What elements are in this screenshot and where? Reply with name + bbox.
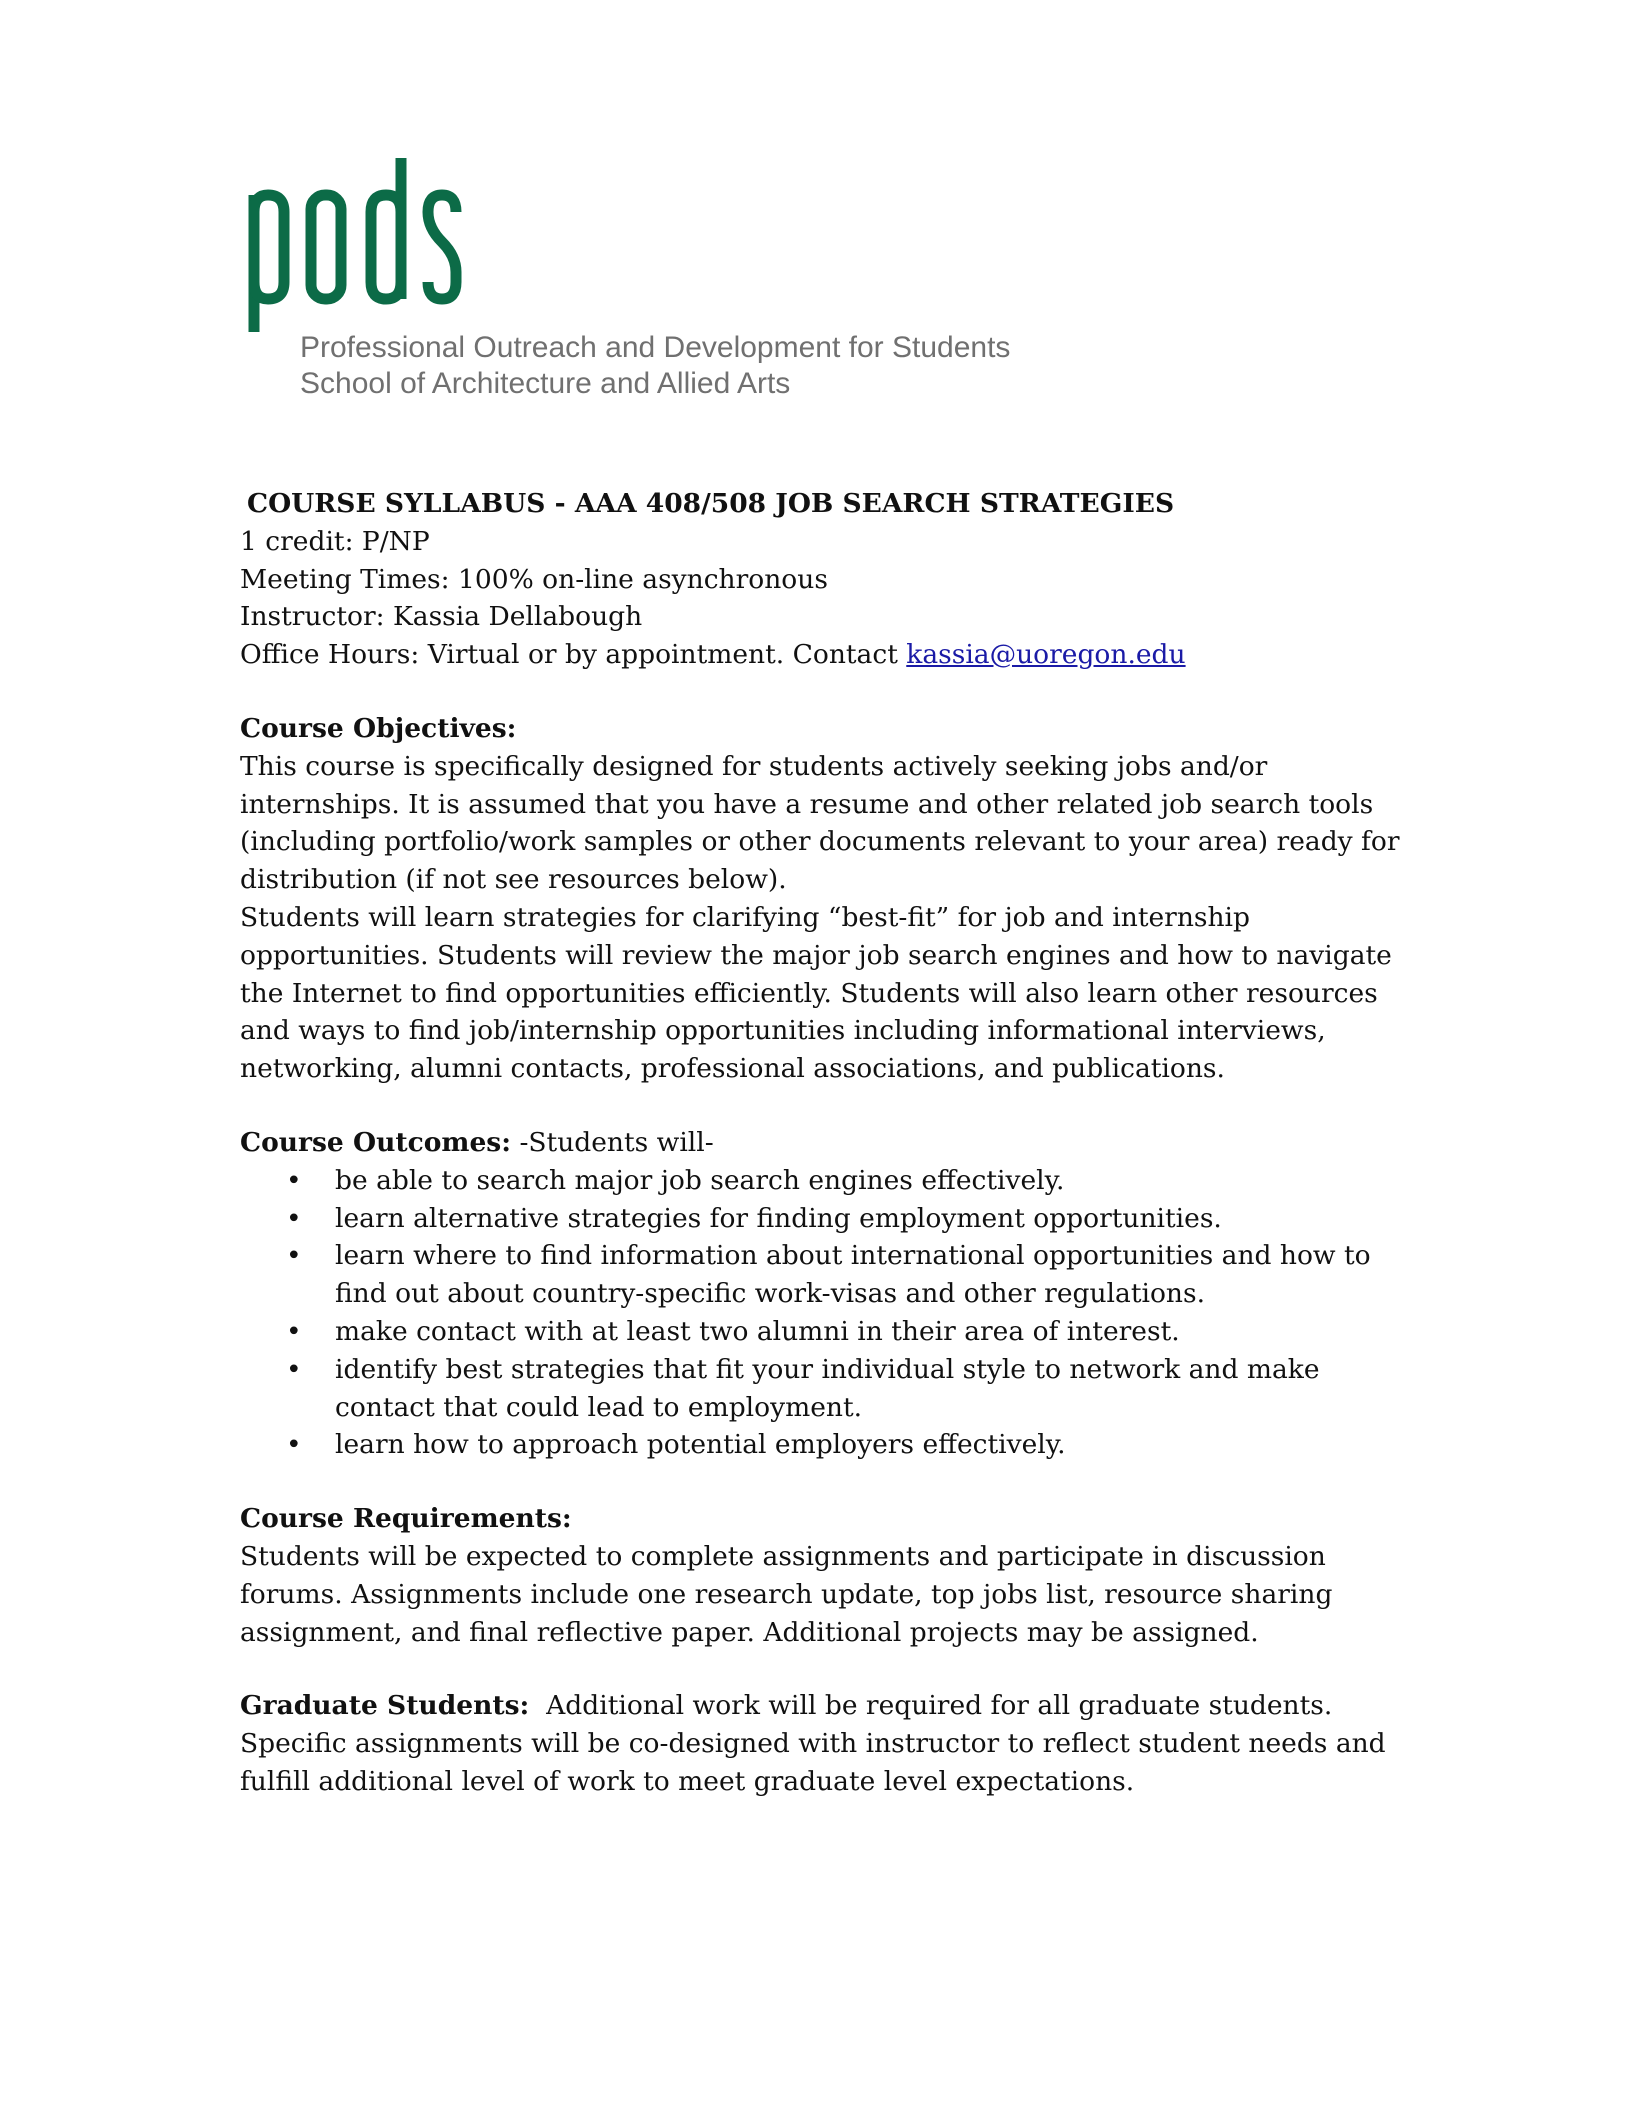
bullet-icon: • xyxy=(286,1315,302,1347)
outcomes-intro: -Students will- xyxy=(511,1126,714,1158)
list-item xyxy=(240,1237,1420,1313)
outcome-text: learn alternative strategies for finding employment opportunities. xyxy=(335,1202,1222,1234)
outcome-text: learn how to approach potential employers effectively. xyxy=(335,1429,1066,1461)
bullet-icon: • xyxy=(286,1164,302,1196)
instructor-line: Instructor: Kassia Dellabough xyxy=(240,601,643,633)
list-item xyxy=(240,1162,1420,1200)
list-item xyxy=(240,1426,1420,1464)
outcomes-section xyxy=(240,1124,1420,1464)
list-item xyxy=(240,1351,1420,1427)
instructor-email-link[interactable]: kassia@uoregon.edu xyxy=(906,639,1186,671)
outcome-text: learn where to find information about international opportunities and how to find out about country-specific work-visas and other regulations. xyxy=(335,1240,1371,1310)
outcome-text: identify best strategies that fit your individual style to network and make contact that could lead to employment. xyxy=(335,1353,1320,1423)
organization-name xyxy=(300,330,1010,402)
outcomes-list xyxy=(240,1162,1420,1464)
org-line-2: School of Architecture and Allied Arts xyxy=(300,367,791,400)
graduate-heading: Graduate Students: xyxy=(240,1690,530,1722)
meeting-times-line: Meeting Times: 100% on-line asynchronous xyxy=(240,563,828,595)
org-line-1: Professional Outreach and Development for Students xyxy=(300,331,1011,364)
office-hours-text: Office Hours: Virtual or by appointment. Contact xyxy=(240,639,907,671)
outcome-text: be able to search major job search engines effectively. xyxy=(335,1164,1065,1196)
list-item xyxy=(240,1200,1420,1238)
bullet-icon: • xyxy=(286,1240,302,1272)
pods-logo xyxy=(248,150,488,340)
pods-wordmark-image xyxy=(248,150,488,340)
bullet-icon: • xyxy=(286,1429,302,1461)
syllabus-content xyxy=(240,485,1420,1801)
office-hours-line xyxy=(240,636,1420,674)
objectives-heading: Course Objectives: xyxy=(240,712,517,744)
objectives-paragraph-1: This course is specifically designed for students actively seeking jobs and/or internships. It is assumed that you have a resume and other related job search tools (including portfolio/work samples or other documents relevant to your area) ready for distribution (if not see resources below). xyxy=(240,750,1400,896)
graduate-section xyxy=(240,1687,1420,1800)
course-title: COURSE SYLLABUS - AAA 408/508 JOB SEARCH STRATEGIES xyxy=(247,488,1175,519)
objectives-section xyxy=(240,710,1420,1088)
requirements-heading: Course Requirements: xyxy=(240,1503,572,1535)
bullet-icon: • xyxy=(286,1353,302,1385)
requirements-section xyxy=(240,1500,1420,1651)
requirements-paragraph: Students will be expected to complete assignments and participate in discussion forums. Assignments include one research update, top jobs list, resource sharing assignment, and final reflective paper. Additional projects may be assigned. xyxy=(240,1540,1333,1648)
outcomes-heading-line xyxy=(240,1124,1420,1162)
credit-line: 1 credit: P/NP xyxy=(240,525,430,557)
list-item xyxy=(240,1313,1420,1351)
bullet-icon: • xyxy=(286,1202,302,1234)
graduate-text: Additional work will be required for all graduate students. Specific assignments will be co-designed with instructor to reflect student needs and fulfill additional level of work to meet graduate level expectations. xyxy=(240,1690,1395,1797)
objectives-paragraph-2: Students will learn strategies for clarifying “best-fit” for job and internship opportunities. Students will review the major job search engines and how to navigate the Internet to find opportunities efficiently. Students will also learn other resources and ways to find job/internship opportunities including informational interviews, networking, alumni contacts, professional associations, and publications. xyxy=(240,901,1392,1085)
outcomes-heading: Course Outcomes: xyxy=(240,1126,512,1158)
outcome-text: make contact with at least two alumni in their area of interest. xyxy=(335,1315,1180,1347)
graduate-paragraph xyxy=(240,1687,1420,1800)
